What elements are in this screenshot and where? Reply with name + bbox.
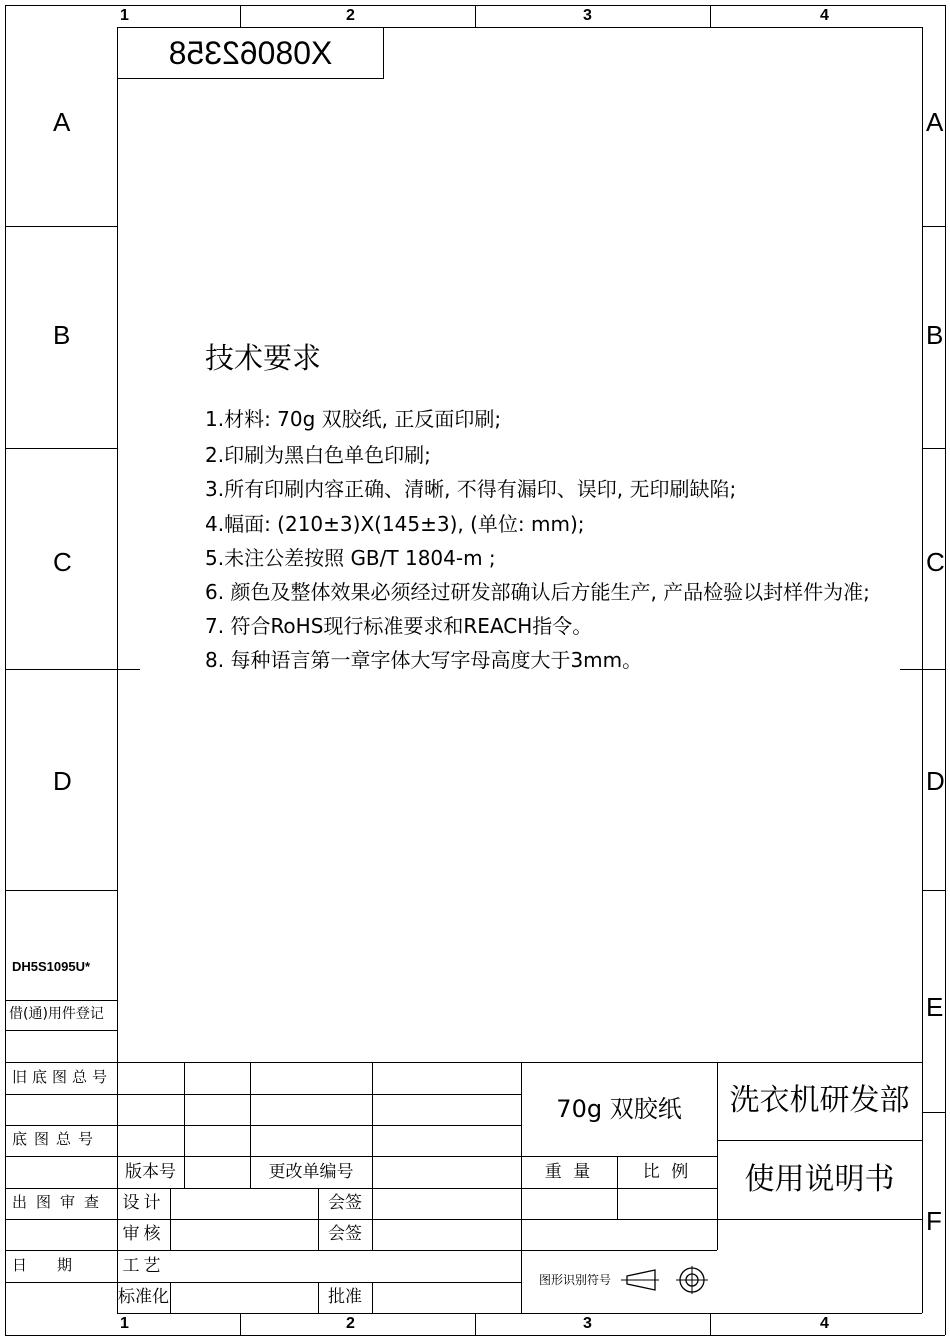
requirement-7: 7. 符合RoHS现行标准要求和REACH指令。 <box>205 614 593 638</box>
weight-label: 重 量 <box>544 1161 594 1182</box>
row-label-left-B: B <box>53 320 71 350</box>
design-label: 设计 <box>122 1193 165 1213</box>
tb-h-symbol <box>521 1250 717 1251</box>
requirement-6: 6. 颜色及整体效果必须经过研发部确认后方能生产, 产品检验以封样件为准; <box>205 580 870 604</box>
row-divider-left-3 <box>5 669 140 670</box>
col-divider-top-1 <box>240 5 241 27</box>
row-divider-left-6 <box>5 1030 117 1031</box>
row-divider-right-1 <box>922 226 945 227</box>
row-label-left-C: C <box>53 547 72 577</box>
tb-h-7 <box>5 1282 521 1283</box>
tb-v-3 <box>250 1062 251 1156</box>
material-spec: 70g 双胶纸 <box>556 1095 682 1123</box>
col-label-bottom-3: 3 <box>583 1315 592 1332</box>
tb-v-7 <box>184 1156 185 1188</box>
requirement-5: 5.未注公差按照 GB/T 1804-m ; <box>205 546 496 570</box>
row-label-right-A: A <box>926 107 944 137</box>
part-number: X08062358 <box>168 35 333 71</box>
tb-h-6 <box>5 1250 521 1251</box>
approve-label: 批准 <box>328 1287 362 1307</box>
inner-frame-left <box>117 27 118 1062</box>
row-divider-left-5 <box>5 1000 117 1001</box>
tb-v-11 <box>372 1156 373 1250</box>
countersign-2-label: 会签 <box>328 1224 362 1244</box>
col-label-top-1: 1 <box>120 7 129 24</box>
standard-label: 标准化 <box>118 1287 169 1307</box>
tb-v-4 <box>372 1062 373 1156</box>
col-divider-bottom-3 <box>710 1313 711 1335</box>
row-label-right-D: D <box>926 766 945 796</box>
col-label-top-2: 2 <box>346 7 355 24</box>
row-label-left-D: D <box>53 766 72 796</box>
symbol-label: 图形识别符号 <box>539 1273 612 1287</box>
row-label-right-F: F <box>926 1206 942 1236</box>
department-name: 洗衣机研发部 <box>729 1083 910 1118</box>
craft-label: 工艺 <box>122 1255 165 1276</box>
tb-v-12 <box>170 1282 171 1313</box>
col-divider-bottom-2 <box>475 1313 476 1335</box>
requirement-2: 2.印刷为黑白色单色印刷; <box>205 443 431 467</box>
audit-label: 审核 <box>122 1224 165 1244</box>
tb-h-2 <box>5 1125 521 1126</box>
col-divider-top-3 <box>710 5 711 27</box>
date-label: 日 期 <box>12 1256 73 1274</box>
col-label-bottom-4: 4 <box>820 1315 829 1332</box>
requirements-title: 技术要求 <box>205 341 322 375</box>
tb-v-14 <box>372 1282 373 1313</box>
borrow-register-label: 借(通)用件登记 <box>9 1006 104 1022</box>
inner-frame-bottom <box>117 1313 922 1314</box>
requirement-8: 8. 每种语言第一章字体大写字母高度大于3mm。 <box>205 648 643 672</box>
row-divider-left-2 <box>5 448 117 449</box>
col-divider-bottom-1 <box>240 1313 241 1335</box>
version-label: 版本号 <box>125 1161 176 1182</box>
col-label-bottom-1: 1 <box>120 1315 129 1332</box>
row-divider-right-4 <box>922 890 945 891</box>
row-divider-right-5 <box>922 1112 945 1113</box>
col-label-top-3: 3 <box>583 7 592 24</box>
projection-symbol-icon <box>619 1266 715 1296</box>
requirement-3: 3.所有印刷内容正确、清晰, 不得有漏印、误印, 无印刷缺陷; <box>205 477 737 501</box>
row-divider-left-4 <box>5 890 117 891</box>
col-label-bottom-2: 2 <box>346 1315 355 1332</box>
countersign-1-label: 会签 <box>328 1193 362 1213</box>
document-name: 使用说明书 <box>744 1161 895 1197</box>
outer-frame-bottom <box>5 1335 945 1336</box>
tb-h-1 <box>5 1094 521 1095</box>
row-label-right-E: E <box>926 992 944 1022</box>
row-divider-right-2 <box>922 448 945 449</box>
print-review-label: 出图审查 <box>12 1193 109 1211</box>
row-divider-right-3 <box>900 669 945 670</box>
outer-frame-left <box>5 5 6 1335</box>
scale-label: 比 例 <box>642 1161 692 1182</box>
outer-frame-right <box>945 5 946 1335</box>
old-total-label: 旧底图总号 <box>12 1068 113 1086</box>
row-label-right-C: C <box>926 547 945 577</box>
row-label-right-B: B <box>926 320 944 350</box>
change-no-label: 更改单编号 <box>268 1161 354 1182</box>
col-label-top-4: 4 <box>820 7 829 24</box>
inner-frame-right <box>922 27 923 1313</box>
tb-v-2 <box>184 1062 185 1156</box>
col-divider-top-2 <box>475 5 476 27</box>
row-label-left-A: A <box>53 107 71 137</box>
row-divider-left-1 <box>5 226 117 227</box>
requirement-1: 1.材料: 70g 双胶纸, 正反面印刷; <box>205 407 502 431</box>
tb-v-9 <box>170 1188 171 1250</box>
base-total-label: 底图总号 <box>12 1130 101 1148</box>
requirement-4: 4.幅面: (210±3)X(145±3), (单位: mm); <box>205 512 585 536</box>
model-code: DH5S1095U* <box>12 959 91 974</box>
